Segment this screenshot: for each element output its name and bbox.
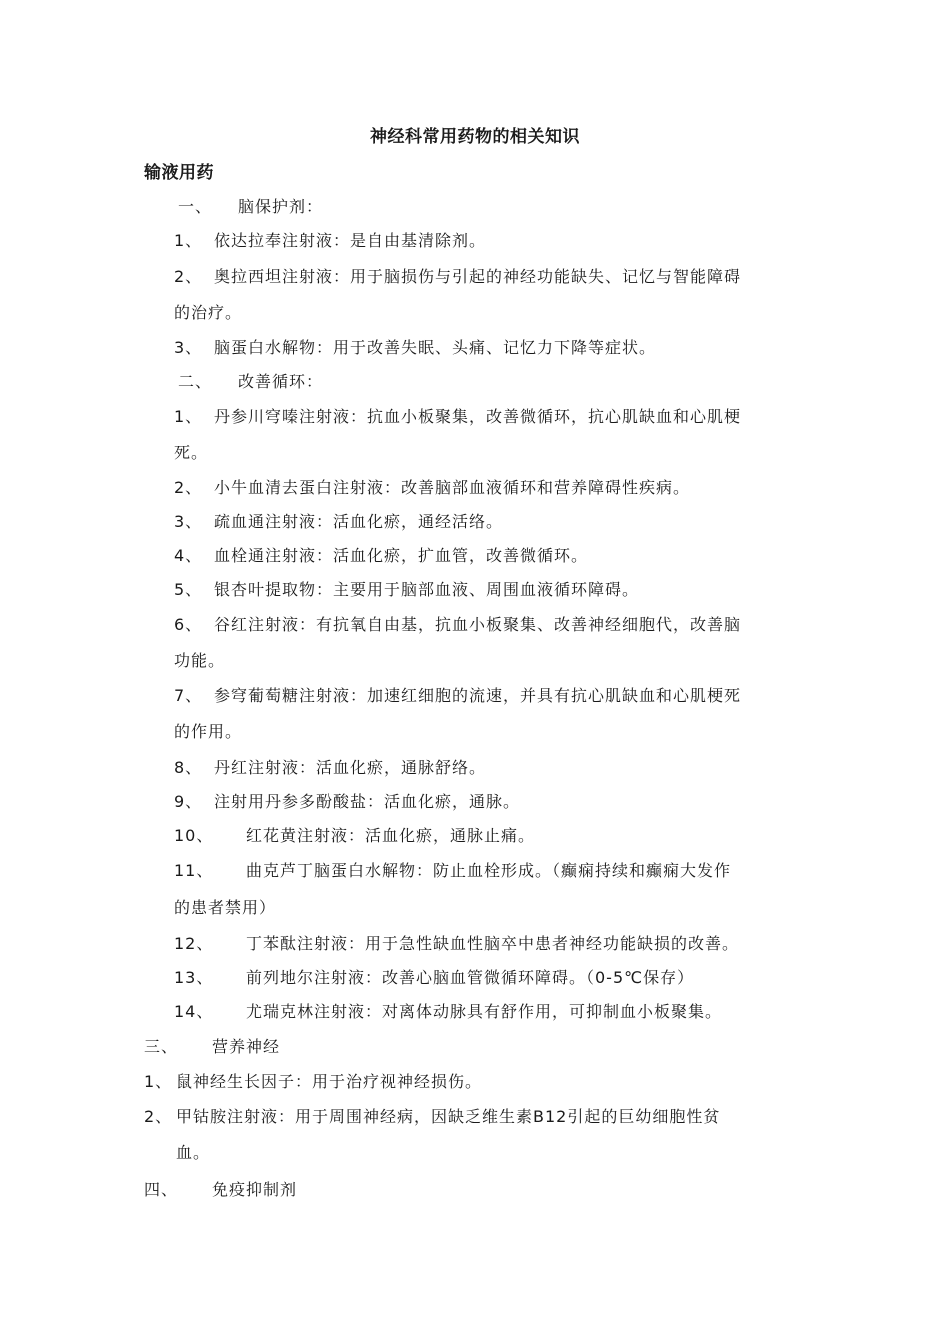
item-text: 谷红注射液：有抗氧自由基，抗血小板聚集、改善神经细胞代，改善脑 <box>214 615 742 634</box>
item-number: 8、 <box>174 758 203 777</box>
item-text: 丁苯酞注射液：用于急性缺血性脑卒中患者神经功能缺损的改善。 <box>246 934 740 953</box>
item-number: 9、 <box>174 792 203 811</box>
item-number: 1、 <box>174 231 203 250</box>
item-text: 小牛血清去蛋白注射液：改善脑部血液循环和营养障碍性疾病。 <box>214 478 691 497</box>
section-title <box>178 192 323 222</box>
item-number: 2、 <box>174 267 203 286</box>
list-item <box>174 262 741 292</box>
item-number: 11、 <box>174 861 214 880</box>
item-text: 鼠神经生长因子：用于治疗视神经损伤。 <box>176 1072 483 1091</box>
list-item <box>144 1102 720 1132</box>
section-label: 脑保护剂： <box>238 197 324 216</box>
item-text: 血栓通注射液：活血化瘀，扩血管，改善微循环。 <box>214 546 589 565</box>
item-text: 红花黄注射液：活血化瘀，通脉止痛。 <box>246 826 536 845</box>
list-item <box>174 856 731 886</box>
section-label: 免疫抑制剂 <box>212 1180 298 1199</box>
item-number: 13、 <box>174 968 214 987</box>
list-item <box>174 997 722 1027</box>
list-item <box>174 963 694 993</box>
section-title <box>178 367 323 397</box>
item-text: 奥拉西坦注射液：用于脑损伤与引起的神经功能缺失、记忆与智能障碍 <box>214 267 742 286</box>
list-item <box>174 821 535 851</box>
list-item <box>174 787 520 817</box>
section-number: 一、 <box>178 197 213 216</box>
item-continuation: 的作用。 <box>174 722 243 741</box>
item-text: 丹参川穹嗪注射液：抗血小板聚集，改善微循环，抗心肌缺血和心肌梗 <box>214 407 742 426</box>
item-continuation: 的患者禁用） <box>174 898 277 917</box>
item-number: 7、 <box>174 686 203 705</box>
document-title: 神经科常用药物的相关知识 <box>370 127 580 147</box>
list-item <box>174 575 639 605</box>
section-label: 改善循环： <box>238 372 324 391</box>
section-label: 营养神经 <box>212 1037 281 1056</box>
section-number: 三、 <box>144 1037 179 1056</box>
item-number: 1、 <box>174 407 203 426</box>
item-text: 丹红注射液：活血化瘀，通脉舒络。 <box>214 758 487 777</box>
item-number: 1、 <box>144 1072 173 1091</box>
item-number: 6、 <box>174 615 203 634</box>
list-item <box>174 681 741 711</box>
item-number: 12、 <box>174 934 214 953</box>
item-text: 参穹葡萄糖注射液：加速红细胞的流速，并具有抗心肌缺血和心肌梗死 <box>214 686 742 705</box>
section-number: 二、 <box>178 372 213 391</box>
list-item <box>174 333 656 363</box>
item-continuation: 血。 <box>176 1143 211 1162</box>
item-number: 14、 <box>174 1002 214 1021</box>
item-text: 尤瑞克林注射液：对离体动脉具有舒作用，可抑制血小板聚集。 <box>246 1002 723 1021</box>
list-item <box>174 929 739 959</box>
list-item <box>174 753 486 783</box>
item-text: 曲克芦丁脑蛋白水解物：防止血栓形成。（癫痫持续和癫痫大发作 <box>246 861 732 880</box>
list-item <box>144 1067 482 1097</box>
item-text: 甲钴胺注射液：用于周围神经病，因缺乏维生素B12引起的巨幼细胞性贫 <box>176 1107 721 1126</box>
list-item <box>174 507 503 537</box>
item-continuation: 功能。 <box>174 651 226 670</box>
section-number: 四、 <box>144 1180 179 1199</box>
list-item <box>174 541 588 571</box>
item-text: 注射用丹参多酚酸盐：活血化瘀，通脉。 <box>214 792 521 811</box>
section-title <box>144 1032 280 1062</box>
item-text: 银杏叶提取物：主要用于脑部血液、周围血液循环障碍。 <box>214 580 640 599</box>
item-text: 脑蛋白水解物：用于改善失眠、头痛、记忆力下降等症状。 <box>214 338 657 357</box>
item-number: 2、 <box>174 478 203 497</box>
item-number: 10、 <box>174 826 214 845</box>
section-heading: 输液用药 <box>144 163 214 183</box>
list-item <box>174 610 741 640</box>
item-text: 依达拉奉注射液：是自由基清除剂。 <box>214 231 487 250</box>
item-number: 5、 <box>174 580 203 599</box>
item-number: 2、 <box>144 1107 173 1126</box>
list-item <box>174 226 486 256</box>
item-continuation: 的治疗。 <box>174 303 243 322</box>
item-text: 疏血通注射液：活血化瘀，通经活络。 <box>214 512 504 531</box>
section-title <box>144 1175 297 1205</box>
item-text: 前列地尔注射液：改善心脑血管微循环障碍。（0-5℃保存） <box>246 968 695 987</box>
item-number: 4、 <box>174 546 203 565</box>
list-item <box>174 402 741 432</box>
item-number: 3、 <box>174 512 203 531</box>
list-item <box>174 473 690 503</box>
item-continuation: 死。 <box>174 443 209 462</box>
item-number: 3、 <box>174 338 203 357</box>
